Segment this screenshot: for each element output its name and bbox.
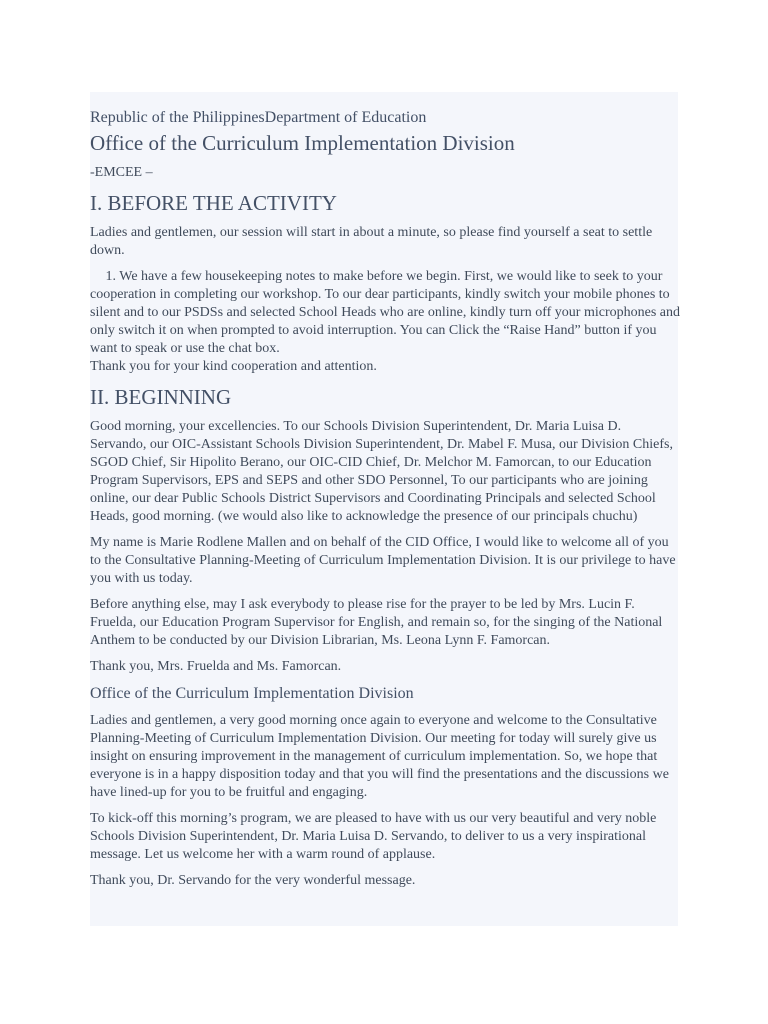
beginning-paragraph-5: Ladies and gentlemen, a very good morning once again to everyone and welcome to the Consultative Planning-Meeting of Curriculum Implementation Division. Our meeting for today will surely give us insight on ensuring improvement in the management of curriculum implementation. So, we hope that everyone is in a happy disposition today and that you will find the presentations and the discussions we have lined-up for you to be fruitful and engaging. [90,713,669,800]
office-subheading: Office of the Curriculum Implementation Division [90,685,414,702]
beginning-paragraph-2: My name is Marie Rodlene Mallen and on behalf of the CID Office, I would like to welcome all of you to the Consultative Planning-Meeting of Curriculum Implementation Division. It is our privilege to have you with us today. [90,535,676,586]
beginning-paragraph-3: Before anything else, may I ask everybody to please rise for the prayer to be led by Mrs. Lucin F. Fruelda, our Education Program Supervisor for English, and remain so, for the singing of the National Anthem to be conducted by our Division Librarian, Ms. Leona Lynn F. Famorcan. [90,597,663,648]
before-paragraph-2 [90,268,680,358]
document-content [90,108,680,890]
republic-header: Republic of the PhilippinesDepartment of Education [90,109,427,126]
housekeeping-text: 1. We have a few housekeeping notes to make before we begin. First, we would like to seek to your cooperation in completing our workshop. To our dear participants, kindly switch your mobile phones to silent and to our PSDSs and selected School Heads who are online, kindly turn off your microphones and only switch it on when prompted to avoid interruption. You can Click the “Raise Hand” button if you want to speak or use the chat box. [90,269,680,356]
bullet-icon [90,268,102,286]
beginning-paragraph-7: Thank you, Dr. Servando for the very wonderful message. [90,873,416,888]
beginning-paragraph-1: Good morning, your excellencies. To our Schools Division Superintendent, Dr. Maria Luisa D. Servando, our OIC-Assistant Schools Division Superintendent, Dr. Mabel F. Musa, our Division Chiefs, SGOD Chief, Sir Hipolito Berano, our OIC-CID Chief, Dr. Melchor M. Famorcan, to our Education Program Supervisors, EPS and SEPS and other SDO Personnel, To our participants who are joining online, our dear Public Schools District Supervisors and Coordinating Principals and selected School Heads, good morning. (we would also like to acknowledge the presence of our principals chuchu) [90,419,673,524]
office-title: Office of the Curriculum Implementation Division [90,131,515,155]
section-heading-beginning: II. BEGINNING [90,385,232,409]
before-paragraph-1: Ladies and gentlemen, our session will start in about a minute, so please find yourself a seat to settle down. [90,225,653,258]
beginning-paragraph-4: Thank you, Mrs. Fruelda and Ms. Famorcan. [90,659,342,674]
before-paragraph-3: Thank you for your kind cooperation and attention. [90,359,377,374]
emcee-label: -EMCEE – [90,165,153,180]
section-heading-before: I. BEFORE THE ACTIVITY [90,191,337,215]
beginning-paragraph-6: To kick-off this morning’s program, we are pleased to have with us our very beautiful and very noble Schools Division Superintendent, Dr. Maria Luisa D. Servando, to deliver to us a very inspirational message. Let us welcome her with a warm round of applause. [90,811,657,862]
